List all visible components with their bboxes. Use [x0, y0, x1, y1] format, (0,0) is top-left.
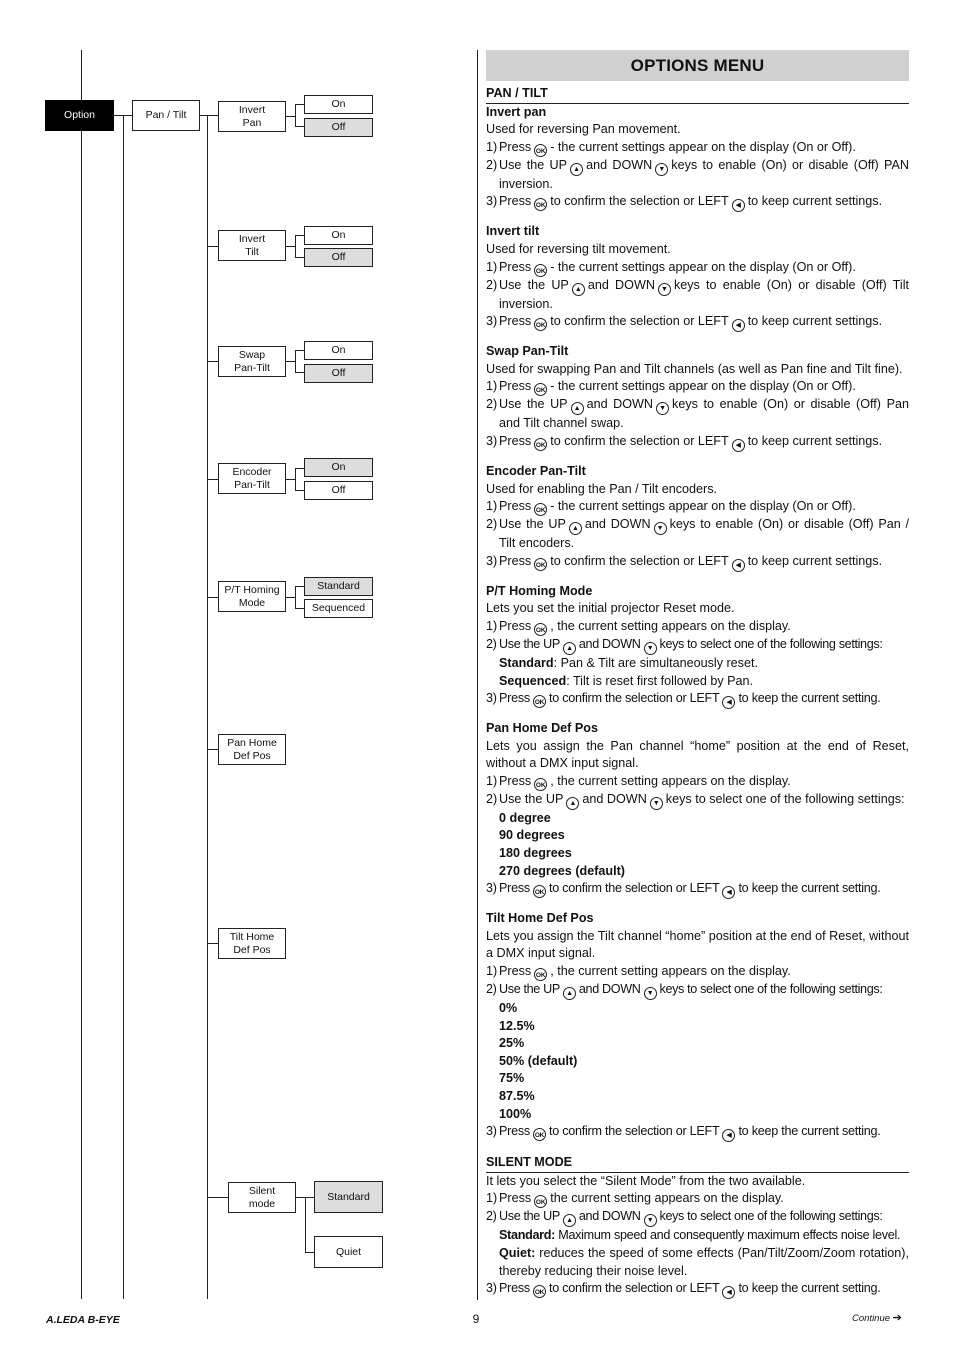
ok-key-icon: OK: [534, 503, 547, 516]
down-key-icon: ▼: [656, 402, 669, 415]
up-key-icon: ▲: [571, 402, 584, 415]
left-key-icon: ◀: [722, 886, 735, 899]
block-encoder-pan-tilt: [486, 463, 909, 572]
left-key-icon: ◀: [732, 319, 745, 332]
block-invert-pan: [486, 104, 909, 213]
subheading: Invert tilt: [486, 224, 540, 239]
tree-line: [207, 943, 218, 944]
intro-text: Lets you assign the Tilt channel “home” position at the end of Reset, without a DMX input signal.: [486, 928, 909, 961]
value: 0%: [499, 1001, 518, 1016]
tree-line: [207, 115, 208, 1299]
tree-option-off: Off: [304, 364, 373, 383]
intro-text: Used for enabling the Pan / Tilt encoders.: [486, 481, 718, 496]
ok-key-icon: OK: [534, 623, 547, 636]
ok-key-icon: OK: [534, 438, 547, 451]
column-divider: [477, 50, 478, 1300]
tree-line: [305, 1252, 314, 1253]
value: 25%: [499, 1036, 525, 1051]
step-1: 1) Press OK - the current settings appear on the display (On or Off).: [486, 139, 856, 155]
tree-option-off: Off: [304, 118, 373, 137]
tree-item-homing-mode: P/T Homing Mode: [218, 581, 286, 612]
footer-brand: A.LEDA B-EYE: [46, 1314, 120, 1326]
step-3: 3) Press OK to confirm the selection or LEFT ◀ to keep current settings.: [486, 313, 909, 332]
value: 270 degrees (default): [499, 863, 625, 878]
tree-option-sequenced: Sequenced: [304, 599, 373, 618]
up-key-icon: ▲: [563, 987, 576, 1000]
continue-label: [852, 1311, 902, 1324]
value: 180 degrees: [499, 846, 572, 861]
tree-root-option: Option: [45, 100, 114, 131]
option-standard: Standard: Maximum speed and consequently maximum effects noise level.: [499, 1228, 901, 1243]
tree-line: [123, 115, 124, 1299]
step-2: 2) Use the UP ▲ and DOWN ▼ keys to enable (On) or disable (Off) Pan and Tilt channel swap.: [486, 397, 909, 431]
subheading: Swap Pan-Tilt: [486, 344, 569, 359]
intro-text: It lets you select the “Silent Mode” from the two available.: [486, 1173, 806, 1188]
down-key-icon: ▼: [644, 642, 657, 655]
tree-item-invert-pan: Invert Pan: [218, 101, 286, 132]
tree-line: [207, 749, 218, 750]
tree-line: [207, 597, 218, 598]
tree-option-on: On: [304, 341, 373, 360]
tree-option-off: Off: [304, 481, 373, 500]
tree-line: [286, 597, 295, 598]
up-key-icon: ▲: [570, 163, 583, 176]
up-key-icon: ▲: [566, 797, 579, 810]
value: 100%: [499, 1106, 532, 1121]
tree-option-standard: Standard: [304, 577, 373, 596]
up-key-icon: ▲: [563, 642, 576, 655]
ok-key-icon: OK: [534, 558, 547, 571]
left-key-icon: ◀: [722, 1286, 735, 1299]
value: 87.5%: [499, 1089, 535, 1103]
subheading: Invert pan: [486, 104, 547, 119]
left-key-icon: ◀: [732, 559, 745, 572]
page-number: 9: [472, 1312, 480, 1326]
tree-bracket: [295, 350, 304, 373]
ok-key-icon: OK: [534, 198, 547, 211]
down-key-icon: ▼: [654, 522, 667, 535]
value: 50% (default): [499, 1053, 578, 1068]
step-2: 2) Use the UP ▲ and DOWN ▼ keys to enable (On) or disable (Off) Pan / Tilt encoders.: [486, 517, 909, 551]
tree-line: [286, 246, 295, 247]
left-key-icon: ◀: [732, 439, 745, 452]
value: 0 degree: [499, 810, 551, 825]
tree-bracket: [295, 104, 304, 127]
tree-bracket: [295, 586, 304, 609]
ok-key-icon: OK: [533, 1128, 546, 1141]
tree-line: [207, 361, 218, 362]
tree-option-off: Off: [304, 248, 373, 267]
intro-text: Lets you assign the Pan channel “home” position at the end of Reset, without a DMX input signal.: [486, 738, 909, 771]
tree-bracket: [295, 235, 304, 258]
down-key-icon: ▼: [655, 163, 668, 176]
tree-line: [207, 479, 218, 480]
tree-option-quiet: Quiet: [314, 1236, 383, 1268]
section-heading-pan-tilt: PAN / TILT: [486, 85, 909, 104]
left-key-icon: ◀: [722, 1129, 735, 1142]
arrow-right-icon: ➔: [892, 1312, 902, 1324]
tree-item-tilt-home: Tilt Home Def Pos: [218, 928, 286, 959]
tree-line: [207, 1197, 228, 1198]
ok-key-icon: OK: [534, 778, 547, 791]
ok-key-icon: OK: [534, 318, 547, 331]
tree-item-silent-mode: Silent mode: [228, 1182, 296, 1213]
step-3: 3) Press OK to confirm the selection or LEFT ◀ to keep current settings.: [486, 193, 909, 212]
tree-option-on: On: [304, 95, 373, 114]
step-1: 1) Press OK - the current settings appear on the display (On or Off).: [486, 379, 856, 395]
options-menu-text: [486, 50, 909, 1299]
intro-text: Lets you set the initial projector Reset mode.: [486, 601, 735, 616]
subheading: Encoder Pan-Tilt: [486, 463, 586, 478]
tree-line: [200, 115, 218, 116]
up-key-icon: ▲: [572, 283, 585, 296]
subheading: P/T Homing Mode: [486, 583, 593, 598]
ok-key-icon: OK: [534, 383, 547, 396]
tree-option-standard: Standard: [314, 1181, 383, 1213]
block-tilt-home: [486, 910, 909, 1142]
step-3: 3) Press OK to confirm the selection or LEFT ◀ to keep the current setting.: [486, 1123, 909, 1142]
tree-item-invert-tilt: Invert Tilt: [218, 230, 286, 261]
section-heading-silent-mode: SILENT MODE: [486, 1154, 909, 1173]
step-2: 2) Use the UP ▲ and DOWN ▼ keys to select one of the following settings:: [486, 1208, 909, 1227]
down-key-icon: ▼: [658, 283, 671, 296]
value: 12.5%: [499, 1018, 535, 1033]
ok-key-icon: OK: [533, 885, 546, 898]
ok-key-icon: OK: [534, 144, 547, 157]
ok-key-icon: OK: [534, 264, 547, 277]
left-key-icon: ◀: [732, 199, 745, 212]
step-2: 2) Use the UP ▲ and DOWN ▼ keys to enable (On) or disable (Off) PAN inversion.: [486, 157, 909, 191]
block-invert-tilt: [486, 223, 909, 332]
subheading: Pan Home Def Pos: [486, 721, 598, 736]
down-key-icon: ▼: [644, 987, 657, 1000]
step-1: 1) Press OK , the current setting appears on the display.: [486, 964, 791, 980]
option-standard: Standard: Pan & Tilt are simultaneously reset.: [499, 655, 758, 670]
intro-text: Used for swapping Pan and Tilt channels (as well as Pan fine and Tilt fine).: [486, 361, 903, 376]
step-3: 3) Press OK to confirm the selection or LEFT ◀ to keep current settings.: [486, 433, 909, 452]
up-key-icon: ▲: [563, 1214, 576, 1227]
step-1: 1) Press OK , the current setting appears on the display.: [486, 773, 791, 789]
step-3: 3) Press OK to confirm the selection or LEFT ◀ to keep the current setting.: [486, 1280, 909, 1299]
tree-item-swap-pan-tilt: Swap Pan-Tilt: [218, 346, 286, 377]
step-2: 2) Use the UP ▲ and DOWN ▼ keys to select one of the following settings:: [486, 981, 909, 1000]
intro-text: Used for reversing Pan movement.: [486, 122, 681, 137]
step-1: 1) Press OK - the current settings appear on the display (On or Off).: [486, 259, 856, 275]
option-quiet: Quiet: reduces the speed of some effects (Pan/Tilt/Zoom/Zoom rotation), thereby reducing their noise level.: [499, 1245, 909, 1278]
block-silent-mode: [486, 1173, 909, 1299]
tree-line: [81, 50, 82, 100]
value: 75%: [499, 1071, 525, 1086]
down-key-icon: ▼: [644, 1214, 657, 1227]
tree-line: [114, 115, 132, 116]
tree-item-encoder-pan-tilt: Encoder Pan-Tilt: [218, 463, 286, 494]
tree-line: [207, 246, 218, 247]
block-homing-mode: [486, 583, 909, 709]
subheading: Tilt Home Def Pos: [486, 911, 594, 926]
tree-line: [286, 479, 295, 480]
ok-key-icon: OK: [534, 968, 547, 981]
tree-line: [286, 361, 295, 362]
value: 90 degrees: [499, 828, 565, 843]
step-3: 3) Press OK to confirm the selection or LEFT ◀ to keep the current setting.: [486, 880, 909, 899]
ok-key-icon: OK: [534, 1195, 547, 1208]
step-2: 2) Use the UP ▲ and DOWN ▼ keys to select one of the following settings:: [486, 791, 909, 810]
ok-key-icon: OK: [533, 1285, 546, 1298]
step-2: 2) Use the UP ▲ and DOWN ▼ keys to enable (On) or disable (Off) Tilt inversion.: [486, 277, 909, 311]
up-key-icon: ▲: [569, 522, 582, 535]
intro-text: Used for reversing tilt movement.: [486, 241, 671, 256]
step-1: 1) Press OK , the current setting appears on the display.: [486, 618, 791, 634]
tree-line: [286, 116, 295, 117]
tree-line: [81, 131, 82, 1299]
block-swap-pan-tilt: [486, 343, 909, 452]
step-3: 3) Press OK to confirm the selection or LEFT ◀ to keep current settings.: [486, 553, 909, 572]
tree-bracket: [295, 468, 304, 491]
tree-option-on: On: [304, 458, 373, 477]
tree-option-on: On: [304, 226, 373, 245]
step-1: 1) Press OK - the current settings appear on the display (On or Off).: [486, 499, 856, 515]
ok-key-icon: OK: [533, 695, 546, 708]
option-sequenced: Sequenced: Tilt is reset first followed by Pan.: [499, 673, 754, 688]
step-2: 2) Use the UP ▲ and DOWN ▼ keys to select one of the following settings:: [486, 636, 909, 655]
tree-item-pan-home: Pan Home Def Pos: [218, 734, 286, 765]
page-title: OPTIONS MENU: [486, 50, 909, 81]
continue-text: Continue: [852, 1313, 891, 1324]
down-key-icon: ▼: [650, 797, 663, 810]
step-1: 1) Press OK the current setting appears on the display.: [486, 1191, 784, 1207]
block-pan-home: [486, 720, 909, 899]
step-3: 3) Press OK to confirm the selection or LEFT ◀ to keep the current setting.: [486, 690, 909, 709]
left-key-icon: ◀: [722, 696, 735, 709]
tree-group-pan-tilt: Pan / Tilt: [132, 100, 200, 131]
tree-line: [305, 1197, 306, 1252]
